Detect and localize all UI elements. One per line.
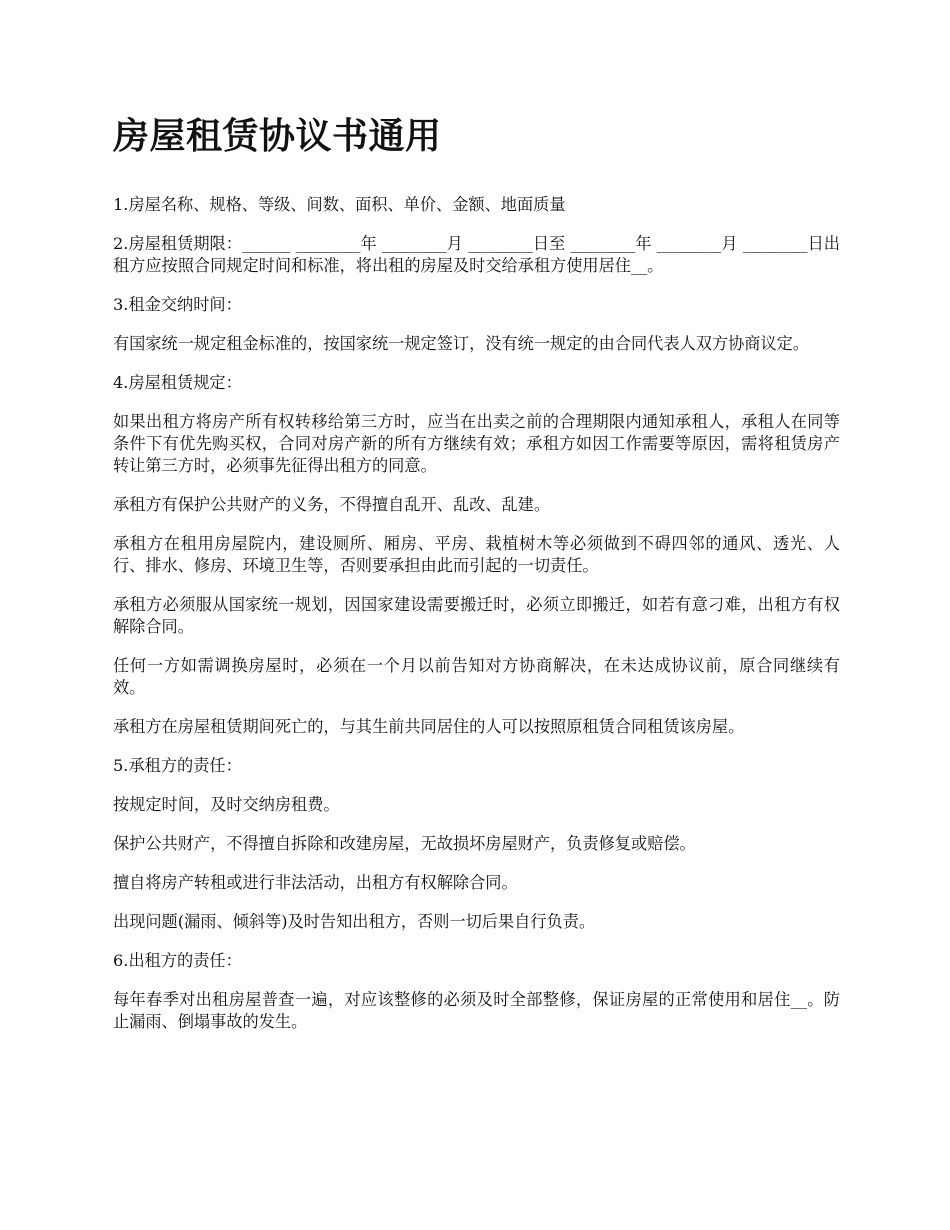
section-4-clause-3: 承租方在租用房屋院内，建设厕所、厢房、平房、栽植树木等必须做到不碍四邻的通风、透光、人行、排水、修房、环境卫生等，否则要承担由此而引起的一切责任。 [113, 534, 840, 575]
section-3-body: 有国家统一规定租金标准的，按国家统一规定签订，没有统一规定的由合同代表人双方协商议定。 [113, 334, 810, 353]
section-1-heading: 1.房屋名称、规格、等级、间数、面积、单价、金额、地面质量 [113, 195, 566, 214]
section-4-clause-4: 承租方必须服从国家统一规划，因国家建设需要搬迁时，必须立即搬迁，如若有意刁难，出租方有权解除合同。 [113, 595, 840, 636]
section-3-heading: 3.租金交纳时间： [113, 295, 242, 314]
section-5-heading: 5.承租方的责任： [113, 756, 242, 775]
section-4-clause-6: 承租方在房屋租赁期间死亡的，与其生前共同居住的人可以按照原租赁合同租赁该房屋。 [113, 717, 745, 736]
section-4-clause-5: 任何一方如需调换房屋时，必须在一个月以前告知对方协商解决，在未达成协议前，原合同继续有效。 [113, 656, 840, 697]
section-5-clause-3: 擅自将房产转租或进行非法活动，出租方有权解除合同。 [113, 873, 518, 892]
section-5-clause-2: 保护公共财产，不得擅自拆除和改建房屋，无故损坏房屋财产，负责修复或赔偿。 [113, 834, 696, 853]
section-6-clause-1: 每年春季对出租房屋普查一遍，对应该整修的必须及时全部整修，保证房屋的正常使用和居住__。防止漏雨、倒塌事故的发生。 [113, 990, 840, 1031]
section-6-heading: 6.出租方的责任： [113, 951, 242, 970]
section-5-clause-1: 按规定时间，及时交纳房租费。 [113, 795, 340, 814]
section-5-clause-4: 出现问题(漏雨、倾斜等)及时告知出租方，否则一切后果自行负责。 [113, 912, 596, 931]
section-4-clause-2: 承租方有保护公共财产的义务，不得擅自乱开、乱改、乱建。 [113, 495, 551, 514]
section-2-lease-term: 2.房屋租赁期限：______ ________年 ________月 ________日至 ________年 ________月 ________日出租方应按照合同规定时间和标准，将出租的房屋及时交给承租方使用居住__。 [113, 234, 840, 275]
document-title: 房屋租赁协议书通用 [113, 115, 442, 157]
document-page [113, 112, 840, 1050]
section-4-clause-1: 如果出租方将房产所有权转移给第三方时，应当在出卖之前的合理期限内通知承租人，承租人在同等条件下有优先购买权，合同对房产新的所有方继续有效；承租方如因工作需要等原因，需将租赁房产转让第三方时，必须事先征得出租方的同意。 [113, 412, 840, 475]
section-4-heading: 4.房屋租赁规定： [113, 373, 242, 392]
